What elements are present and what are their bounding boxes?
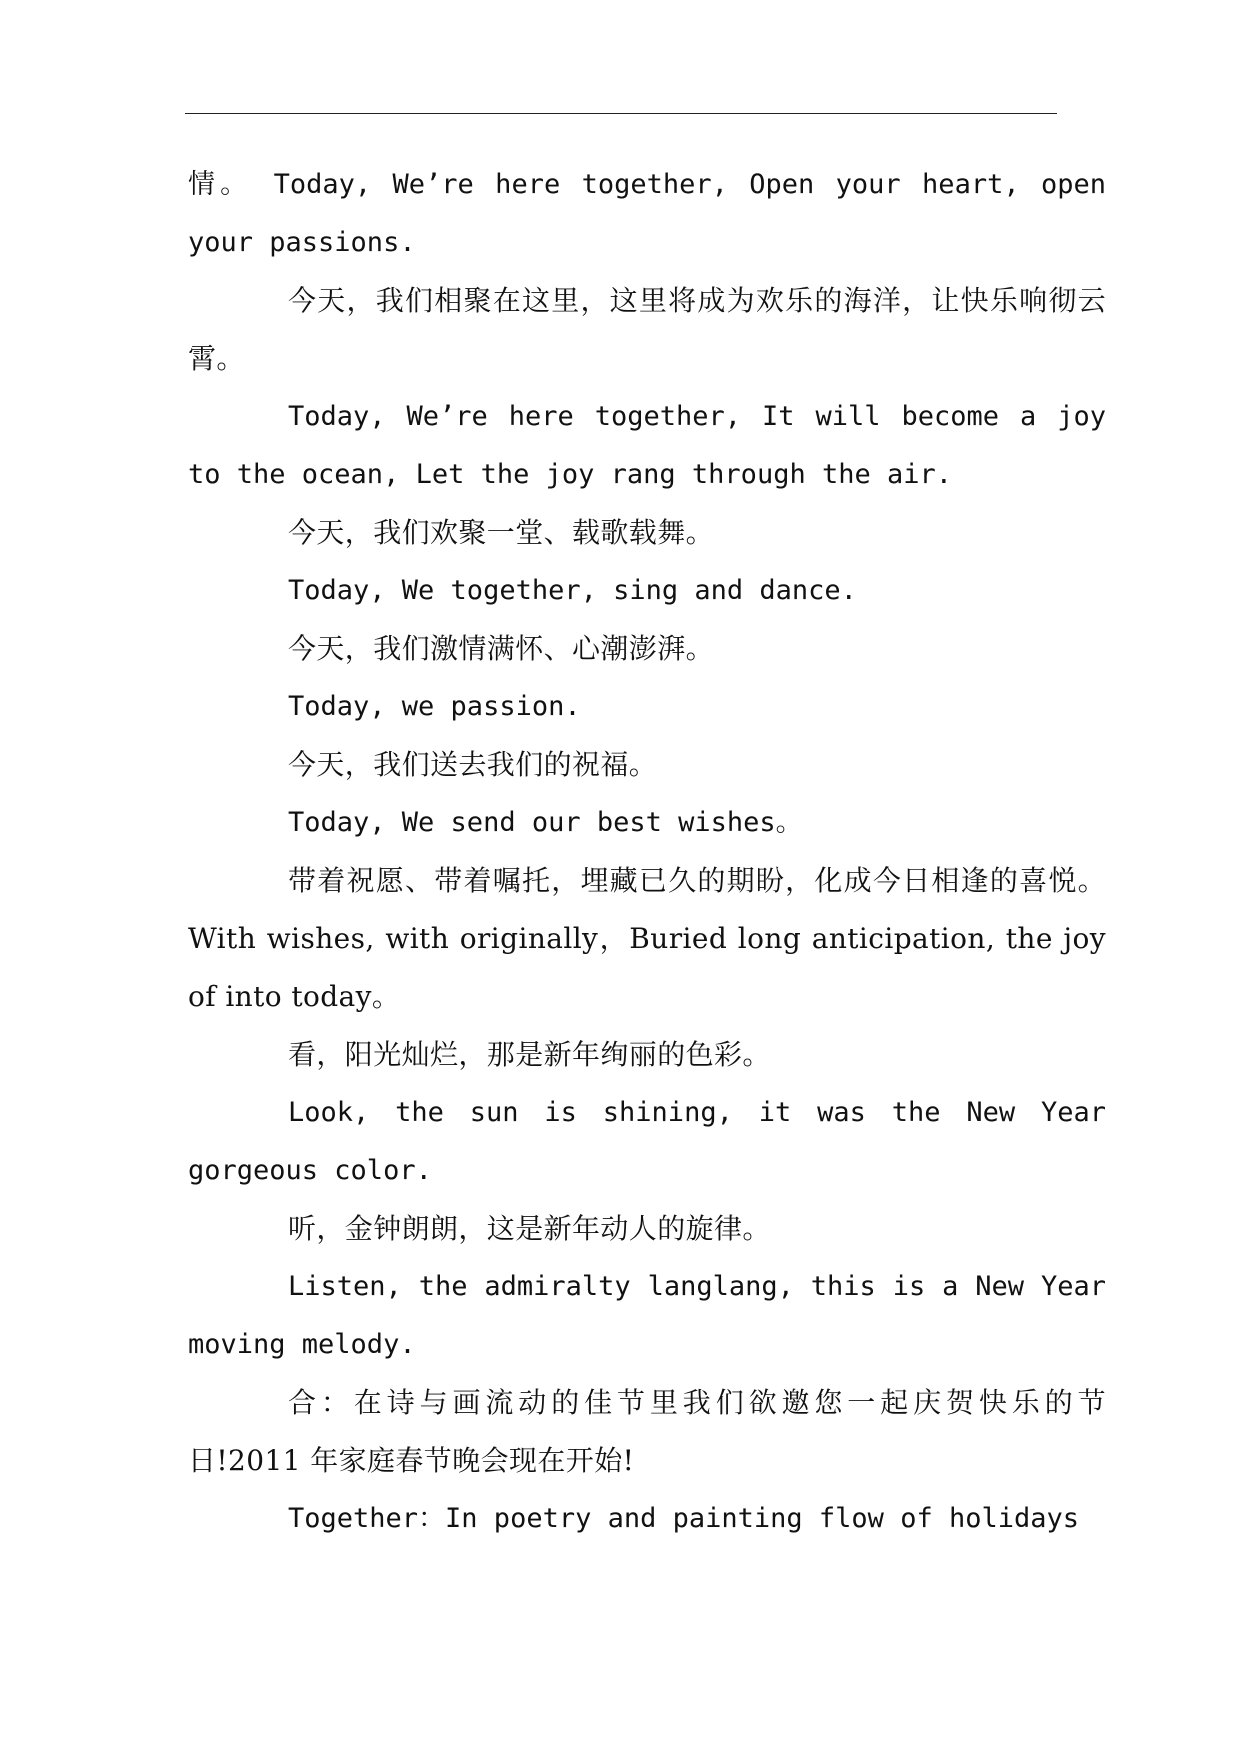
header-rule — [185, 113, 1057, 114]
paragraph-chinese: 听，金钟朗朗，这是新年动人的旋律。 — [288, 1212, 771, 1245]
paragraph-chinese: 今天，我们相聚在这里，这里将成为欢乐的海洋，让快乐响彻云霄。 — [188, 284, 1106, 375]
paragraph-english: Listen, the admiralty langlang, this is a New Year moving melody. — [188, 1271, 1106, 1360]
paragraph-english: Look, the sun is shining, it was the New Year gorgeous color. — [188, 1097, 1106, 1186]
paragraph-english: Today, We’re here together, It will become a joy to the ocean, Let the joy rang through the air. — [188, 401, 1106, 490]
paragraph-english: Today, we passion. — [288, 691, 581, 722]
paragraph-chinese: 今天，我们送去我们的祝福。 — [288, 748, 658, 781]
paragraph-chinese: 看，阳光灿烂，那是新年绚丽的色彩。 — [288, 1038, 771, 1071]
paragraph-english: Together：In poetry and painting flow of holidays — [288, 1503, 1080, 1534]
paragraph-mixed: 带着祝愿、带着嘱托，埋藏已久的期盼，化成今日相逢的喜悦。 With wishes, with originally，Buried long anticipation, the joy of into today。 — [188, 864, 1106, 1013]
paragraph-chinese: 合：在诗与画流动的佳节里我们欲邀您一起庆贺快乐的节日!2011 年家庭春节晚会现在开始! — [188, 1386, 1106, 1477]
paragraph-chinese: 今天，我们激情满怀、心潮澎湃。 — [288, 632, 715, 665]
paragraph-continuation: 情。 Today, We’re here together, Open your heart, open your passions. — [188, 169, 1106, 258]
paragraph-english: Today, We together, sing and dance. — [288, 575, 857, 606]
document-body — [188, 156, 1106, 1548]
paragraph-english: Today, We send our best wishes。 — [288, 807, 803, 838]
paragraph-chinese: 今天，我们欢聚一堂、载歌载舞。 — [288, 516, 715, 549]
